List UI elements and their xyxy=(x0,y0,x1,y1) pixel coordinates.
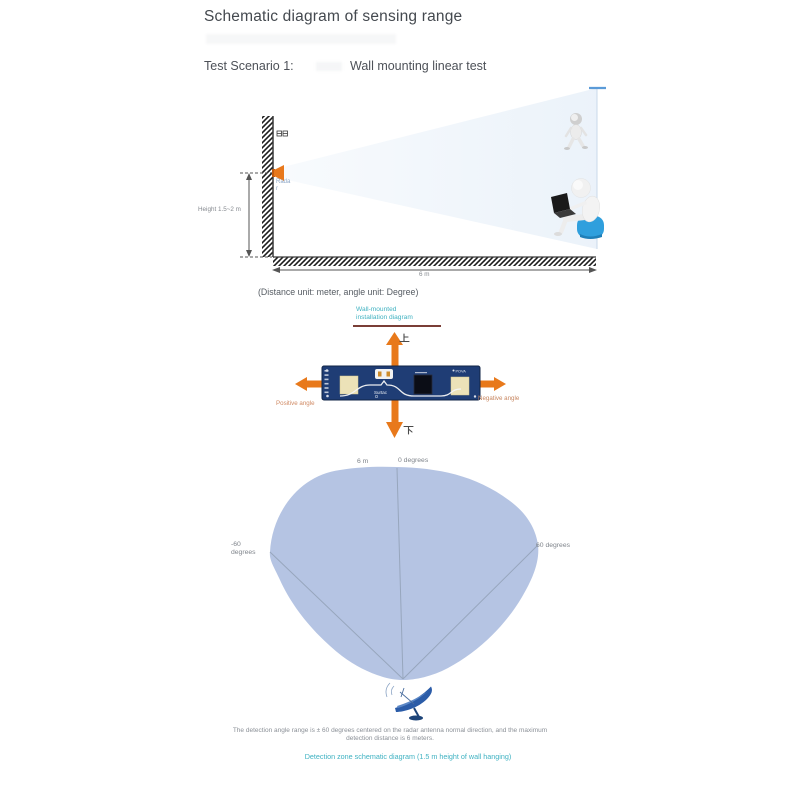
antenna-dish-icon xyxy=(386,683,432,721)
detection-fan xyxy=(270,467,538,680)
board-brand-text: Surtac xyxy=(374,390,388,395)
zone-left-label: -60 degrees xyxy=(231,541,256,557)
up-arrow xyxy=(392,344,399,367)
smd-component xyxy=(375,369,393,379)
negative-angle-label: Negative angle xyxy=(478,395,520,402)
units-note: (Distance unit: meter, angle unit: Degree) xyxy=(258,287,419,297)
pcb-board xyxy=(322,366,480,400)
floor-distance-label: 6 m xyxy=(419,271,430,278)
board-corner-text: POVA xyxy=(455,369,466,374)
installation-caption xyxy=(356,306,413,322)
positive-angle-label: Positive angle xyxy=(276,400,315,407)
sensing-beam xyxy=(283,88,606,249)
footer-note xyxy=(135,727,645,744)
scenario-label: Test Scenario 1: xyxy=(204,59,294,73)
wall-hatch xyxy=(262,116,273,257)
installation-caption-line2: installation diagram xyxy=(356,313,413,321)
radar-label: Radar xyxy=(276,179,291,192)
height-label: Height 1.5~2 m xyxy=(198,206,241,213)
distance-dimension xyxy=(272,267,597,273)
wall-text-label xyxy=(277,131,288,136)
down-character-icon xyxy=(404,427,413,435)
zone-right-label: 60 degrees xyxy=(536,542,571,549)
down-arrow xyxy=(392,400,399,423)
zone-center-label: 0 degrees xyxy=(398,457,429,464)
up-character-icon xyxy=(400,334,409,342)
right-antenna-patch xyxy=(451,377,469,395)
left-arrow xyxy=(306,381,323,388)
floor-hatch xyxy=(273,257,596,266)
footer-note-line2: detection distance is 6 meters. xyxy=(346,735,434,743)
footer-caption: Detection zone schematic diagram (1.5 m height of wall hanging) xyxy=(304,752,512,761)
footer-note-line1: The detection angle range is ± 60 degrees centered on the radar antenna normal direction, and the maximum xyxy=(232,727,548,734)
zone-distance-label: 6 m xyxy=(357,458,369,465)
page-title: Schematic diagram of sensing range xyxy=(204,8,463,25)
right-arrow xyxy=(478,381,495,388)
divider-line xyxy=(353,325,441,327)
scenario-value: Wall mounting linear test xyxy=(350,59,487,73)
radar-chip xyxy=(414,372,432,394)
installation-caption-line1: Wall-mounted xyxy=(356,306,397,313)
